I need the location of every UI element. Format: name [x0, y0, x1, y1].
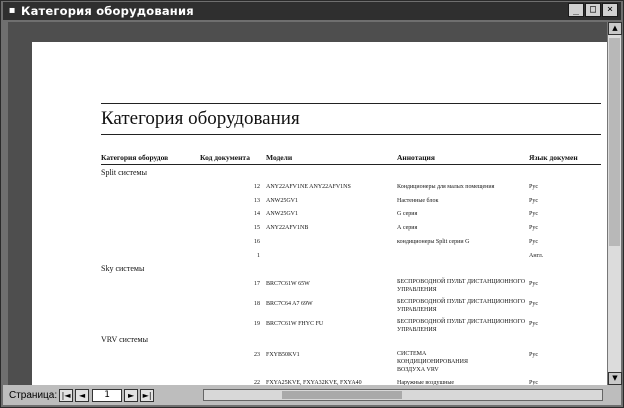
maximize-button[interactable]: □ — [585, 3, 601, 17]
row-annotation: СИСТЕМА КОНДИЦИОНИРОВАНИЯ ВОЗДУХА VRV — [397, 351, 468, 373]
row-annotation: БЕСПРОВОДНОЙ ПУЛЬТ ДИСТАНЦИОННОГО УПРАВЛЕНИЯ — [397, 279, 526, 293]
row-model: BRC7C64 A7 69W — [266, 301, 313, 307]
row-annotation: кондиционеры Split серии G — [397, 239, 470, 245]
row-model: FXYB50KV1 — [266, 352, 300, 358]
column-header-annotation: Аннотация — [397, 153, 435, 162]
row-language: Рус — [529, 225, 538, 231]
vertical-scrollbar[interactable] — [607, 22, 621, 385]
row-language: Рус — [529, 198, 538, 204]
row-doc-code: 13 — [254, 198, 260, 204]
navigation-bar — [3, 385, 621, 405]
column-header-doc-code: Код документа — [200, 153, 250, 162]
report-page — [32, 42, 607, 385]
system-menu-icon[interactable]: ▪ — [8, 5, 16, 16]
page-number-input[interactable]: 1 — [92, 389, 122, 402]
row-language: Рус — [529, 352, 538, 358]
row-language: Рус — [529, 239, 538, 245]
last-page-button[interactable]: ►| — [140, 389, 154, 402]
row-language: Англ. — [529, 253, 544, 259]
title-bar — [3, 2, 621, 20]
top-rule — [101, 103, 601, 104]
row-language: Рус — [529, 380, 538, 385]
row-model: ANW25GV1 — [266, 198, 298, 204]
row-model: ANY22AFV1NB — [266, 225, 309, 231]
group-name: Split системы — [101, 168, 147, 177]
next-page-button[interactable]: ► — [124, 389, 138, 402]
minimize-button[interactable]: _ — [568, 3, 584, 17]
row-annotation: БЕСПРОВОДНОЙ ПУЛЬТ ДИСТАНЦИОННОГО УПРАВЛЕНИЯ — [397, 319, 526, 333]
header-rule — [101, 164, 601, 165]
row-model: FXYA25KVE, FXYA32KVE, FXYA40 — [266, 380, 362, 385]
row-annotation: А серия — [397, 225, 418, 231]
row-language: Рус — [529, 321, 538, 327]
row-doc-code: 22 — [254, 380, 260, 385]
column-header-language: Язык докумен — [529, 153, 578, 162]
first-page-button[interactable]: |◄ — [59, 389, 73, 402]
scroll-up-icon[interactable]: ▲ — [608, 22, 622, 35]
row-doc-code: 17 — [254, 281, 260, 287]
window-title: Категория оборудования — [21, 4, 194, 18]
row-language: Рус — [529, 184, 538, 190]
column-header-models: Модели — [266, 153, 293, 162]
title-rule — [101, 134, 601, 135]
row-model: ANW25GV1 — [266, 211, 298, 217]
row-annotation: Наружные воздушные — [397, 380, 455, 385]
row-model: BRC7C61W FHYC FU — [266, 321, 324, 327]
row-doc-code: 15 — [254, 225, 260, 231]
report-title: Категория оборудования — [101, 108, 300, 129]
column-header-category: Категория оборудов — [101, 153, 169, 162]
row-language: Рус — [529, 281, 538, 287]
row-doc-code: 14 — [254, 211, 260, 217]
group-name: Sky системы — [101, 264, 145, 273]
report-viewport — [8, 22, 607, 385]
row-doc-code: 12 — [254, 184, 260, 190]
row-annotation: Настенные блок — [397, 198, 439, 204]
scroll-thumb[interactable] — [609, 38, 620, 246]
row-model: BRC7C61W 65W — [266, 281, 310, 287]
row-annotation: G серия — [397, 211, 418, 217]
row-doc-code: 18 — [254, 301, 260, 307]
scroll-down-icon[interactable]: ▼ — [608, 372, 622, 385]
row-doc-code: 19 — [254, 321, 260, 327]
row-language: Рус — [529, 301, 538, 307]
group-name: VRV системы — [101, 335, 148, 344]
row-annotation: Кондиционеры для малых помещения — [397, 184, 495, 190]
row-annotation: БЕСПРОВОДНОЙ ПУЛЬТ ДИСТАНЦИОННОГО УПРАВЛЕНИЯ — [397, 299, 526, 313]
page-label: Страница: — [9, 389, 58, 401]
previous-page-button[interactable]: ◄ — [75, 389, 89, 402]
row-language: Рус — [529, 211, 538, 217]
close-button[interactable]: × — [602, 3, 618, 17]
row-doc-code: 1 — [257, 253, 260, 259]
row-doc-code: 23 — [254, 352, 260, 358]
row-doc-code: 16 — [254, 239, 260, 245]
horizontal-scroll-thumb[interactable] — [282, 391, 402, 399]
row-model: ANY22AFV1NE ANY22AFV1NS — [266, 184, 351, 190]
horizontal-scrollbar[interactable] — [203, 389, 603, 401]
